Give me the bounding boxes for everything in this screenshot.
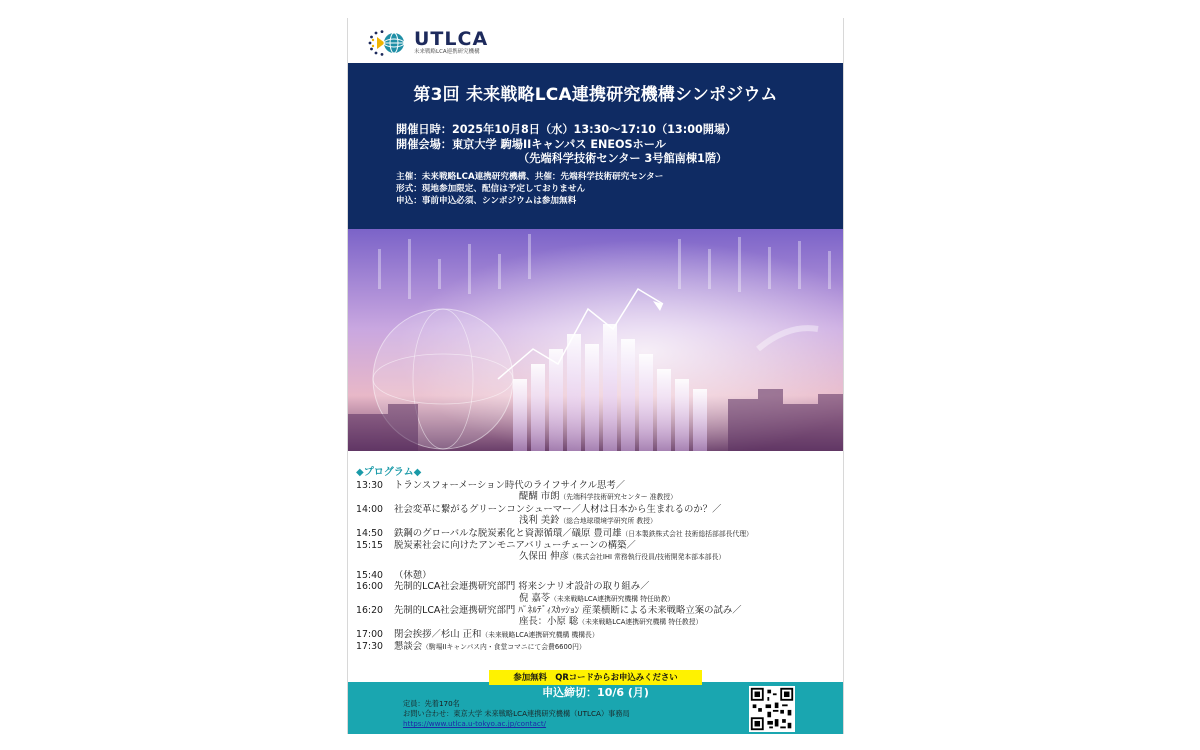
logo-subtitle: 未来戦略LCA連携研究機構	[414, 49, 480, 55]
event-date: 開催日時：2025年10月8日（水）13:30～17:10（13:00開場）	[396, 123, 737, 136]
program-speaker-line	[356, 515, 836, 527]
program-title: （休憩）	[394, 569, 432, 581]
program-speaker: 座長：小原 聡	[519, 616, 579, 628]
contact: お問い合わせ：東京大学 未来戦略LCA連携研究機構（UTLCA）事務局	[403, 709, 630, 718]
program-affiliation: （総合地球環境学研究所 教授）	[559, 517, 657, 526]
program-time: 15:40	[356, 569, 384, 581]
hero-image	[348, 229, 843, 451]
logo-name: UTLCA	[414, 28, 489, 50]
program-speaker-line	[356, 551, 836, 563]
program-affiliation: （未来戦略LCA連携研究機構 特任教授）	[578, 618, 703, 627]
program-time: 13:30	[356, 480, 384, 491]
free-registration-banner: 参加無料 QRコードからお申込みください	[489, 670, 702, 685]
program-speaker-line	[356, 616, 836, 628]
program-time: 15:15	[356, 540, 384, 552]
program-speaker: 醍醐 市朗	[519, 491, 560, 503]
program-title: 先制的LCA社会連携研究部門 将来シナリオ設計の取り組み／	[394, 581, 650, 593]
event-registration: 申込：事前申込必須、シンポジウムは参加無料	[396, 196, 577, 206]
qr-code-icon[interactable]	[749, 686, 795, 732]
program-time: 17:30	[356, 641, 384, 653]
utlca-globe-logo-icon	[366, 29, 406, 57]
program-time: 14:00	[356, 503, 384, 515]
program-affiliation: （駒場IIキャンパス内・食堂コマニにて会費6600円）	[422, 643, 586, 652]
data-city-illustration-icon	[348, 229, 843, 451]
event-format: 形式：現地参加限定、配信は予定しておりません	[396, 184, 586, 194]
program-title: 懇談会	[394, 641, 423, 653]
event-organizer: 主催：未来戦略LCA連携研究機構、共催：先端科学技術研究センター	[396, 172, 664, 182]
program-item	[356, 641, 836, 653]
program-title: 社会変革に繋がるグリーンコンシューマー／人材は日本から生まれるのか？／	[394, 503, 722, 515]
program-affiliation: （株式会社IHI 常務執行役員/技術開発本部本部長）	[568, 553, 726, 562]
program-title: トランスフォーメーション時代のライフサイクル思考／	[394, 480, 626, 491]
program-speaker: 久保田 伸彦	[519, 551, 569, 563]
event-sub-info	[396, 171, 663, 207]
program-item	[356, 581, 836, 592]
contact-link[interactable]: https://www.utlca.u-tokyo.ac.jp/contact/	[403, 719, 547, 728]
program-section	[356, 463, 836, 654]
program-speaker-line	[356, 491, 836, 503]
program-item	[356, 540, 836, 551]
event-title: 第3回 未来戦略LCA連携研究機構シンポジウム	[413, 85, 778, 105]
program-affiliation: （未来戦略LCA連携研究機構 特任助教）	[550, 594, 675, 603]
program-heading: ◆プログラム◆	[356, 467, 422, 478]
footer-info	[403, 699, 630, 729]
program-speaker: 倪 嘉苓	[519, 592, 551, 604]
program-title: 先制的LCA社会連携研究部門 ﾊﾟﾈﾙﾃﾞｨｽｶｯｼｮﾝ 産業横断による未来戦略立案の試み／	[394, 605, 742, 617]
capacity: 定員：先着170名	[403, 699, 460, 708]
program-time: 14:50	[356, 527, 384, 539]
footer	[348, 682, 843, 734]
program-item	[356, 629, 836, 641]
program-affiliation: （先端科学技術研究センター 准教授）	[559, 493, 677, 502]
registration-deadline: 申込締切：10/6 (月)	[542, 686, 649, 699]
program-time: 17:00	[356, 628, 384, 640]
program-item	[356, 570, 836, 581]
program-item	[356, 528, 836, 540]
program-title: 鉄鋼のグローバルな脱炭素化と資源循環／礒原 豊司雄	[394, 527, 622, 539]
program-title: 閉会挨拶／杉山 正和	[394, 628, 482, 640]
program-time: 16:20	[356, 605, 384, 617]
event-header	[348, 63, 843, 229]
program-speaker-line	[356, 593, 836, 605]
program-time: 16:00	[356, 581, 384, 593]
event-venue: 開催会場：東京大学 駒場IIキャンパス ENEOSホール	[396, 137, 666, 151]
symposium-flyer	[347, 18, 844, 734]
program-speaker: 浅利 美鈴	[519, 515, 560, 527]
event-venue-detail: （先端科学技術センター 3号館南棟1階）	[518, 152, 728, 165]
logo	[366, 28, 488, 58]
program-title: 脱炭素社会に向けたアンモニアバリューチェーンの構築／	[394, 540, 636, 552]
program-affiliation: （未来戦略LCA連携研究機構 機構長）	[481, 630, 599, 639]
event-main-info	[396, 123, 736, 167]
program-item	[356, 480, 836, 491]
program-item	[356, 605, 836, 616]
program-item	[356, 504, 836, 515]
program-affiliation: （日本製鉄株式会社 技術総括部部長代理）	[621, 529, 753, 538]
